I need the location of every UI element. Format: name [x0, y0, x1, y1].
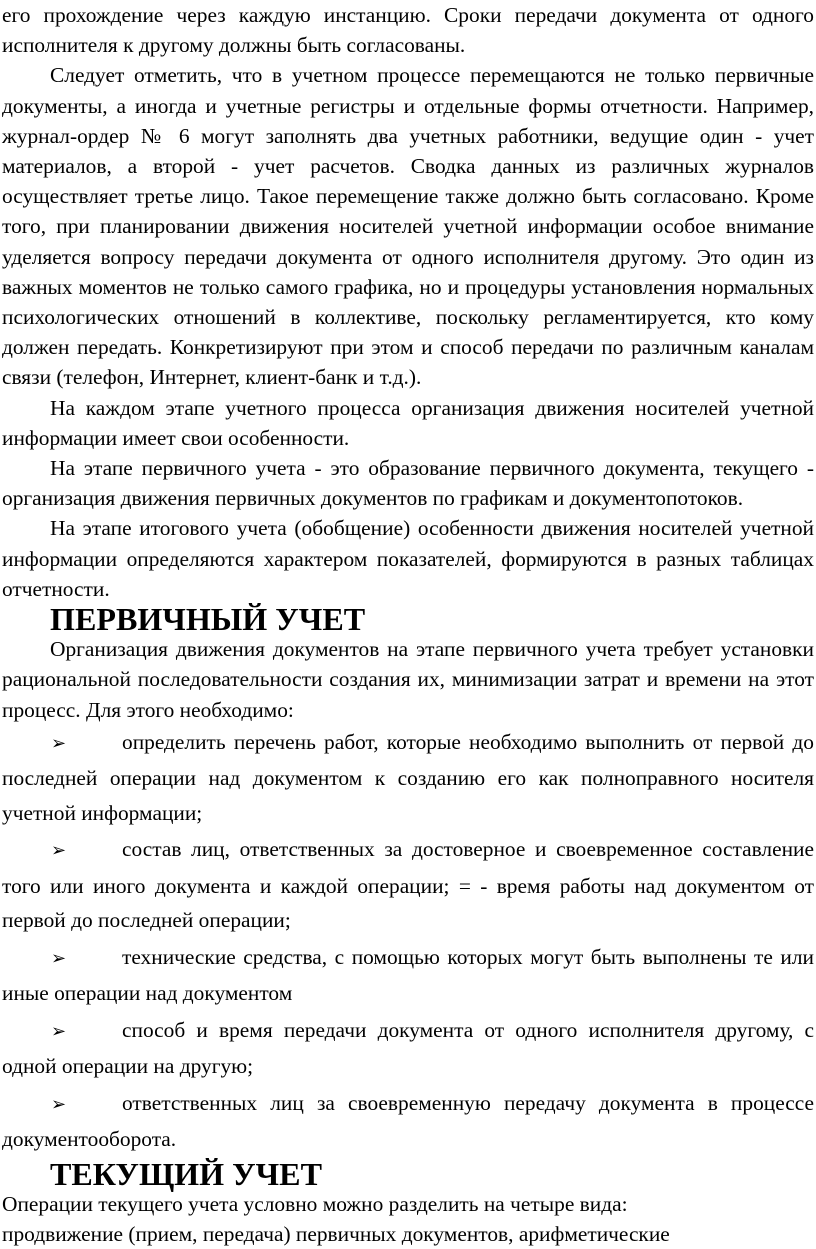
arrow-bullet-icon: ➢: [51, 1093, 67, 1115]
list-item-text: способ и время передачи документа от одного исполнителя другому, с одной операции на другую;: [2, 1017, 814, 1079]
list-item: [2, 832, 814, 938]
paragraph-stages: На каждом этапе учетного процесса организация движения носителей учетной информации имеет свои особенности.: [2, 395, 814, 450]
arrow-bullet-icon: ➢: [51, 840, 67, 862]
paragraph-movement: Следует отметить, что в учетном процессе перемещаются не только первичные документы, а иногда и учетные регистры и отдельные формы отчетности. Например, журнал-ордер № 6 могут заполнять два учетных работники, ведущие один - учет материалов, а второй - учет расчетов. Сводка данных из различных журналов осуществляет третье лицо. Такое перемещение также должно быть согласовано. Кроме того, при планировании движения носителей учетной информации особое внимание уделяется вопросу передачи документа от одного исполнителя другому. Это один из важных моментов не только самого графика, но и процедуры установления нормальных психологических отношений в коллективе, поскольку регламентируется, кто кому должен передать. Конкретизируют при этом и способ передачи по различным каналам связи (телефон, Интернет, клиент-банк и т.д.).: [2, 63, 814, 390]
paragraph-primary-intro: Организация движения документов на этапе первичного учета требует установки рациональной последовательности создания их, минимизации затрат и времени на этот процесс. Для этого необходимо:: [2, 637, 814, 722]
list-item-text: состав лиц, ответственных за достоверное и своевременное составление того или иного документа и каждой операции; = - время работы над документом от первой до последней операции;: [2, 837, 814, 933]
paragraph-continuation: его прохождение через каждую инстанцию. Сроки передачи документа от одного исполнителя к другому должны быть согласованы.: [2, 3, 814, 58]
paragraph-current-line1: Операции текущего учета условно можно разделить на четыре вида:: [2, 1192, 628, 1217]
list-item: [2, 725, 814, 831]
list-item: [2, 940, 814, 1011]
list-item-text: ответственных лиц за своевременную передачу документа в процессе документооборота.: [2, 1090, 814, 1152]
paragraph-final-stage: На этапе итогового учета (обобщение) особенности движения носителей учетной информации определяются характером показателей, формируются в разных таблицах отчетности.: [2, 516, 814, 601]
paragraph-current-line2: продвижение (прием, передача) первичных документов, арифметические: [2, 1222, 670, 1247]
list-item-text: определить перечень работ, которые необходимо выполнить от первой до последней операции над документом к созданию его как полноправного носителя учетной информации;: [2, 729, 814, 825]
arrow-bullet-icon: ➢: [51, 1020, 67, 1042]
list-item-text: технические средства, с помощью которых могут быть выполнены те или иные операции над документом: [2, 944, 814, 1006]
heading-current-accounting: ТЕКУЩИЙ УЧЕТ: [50, 1155, 322, 1192]
list-item: [2, 1086, 814, 1157]
list-item: [2, 1013, 814, 1084]
paragraph-primary-stage: На этапе первичного учета - это образование первичного документа, текущего - организация движения первичных документов по графикам и документопотоков.: [2, 456, 814, 511]
arrow-bullet-icon: ➢: [51, 947, 67, 969]
heading-primary-accounting: ПЕРВИЧНЫЙ УЧЕТ: [50, 601, 366, 638]
arrow-bullet-icon: ➢: [51, 732, 67, 754]
